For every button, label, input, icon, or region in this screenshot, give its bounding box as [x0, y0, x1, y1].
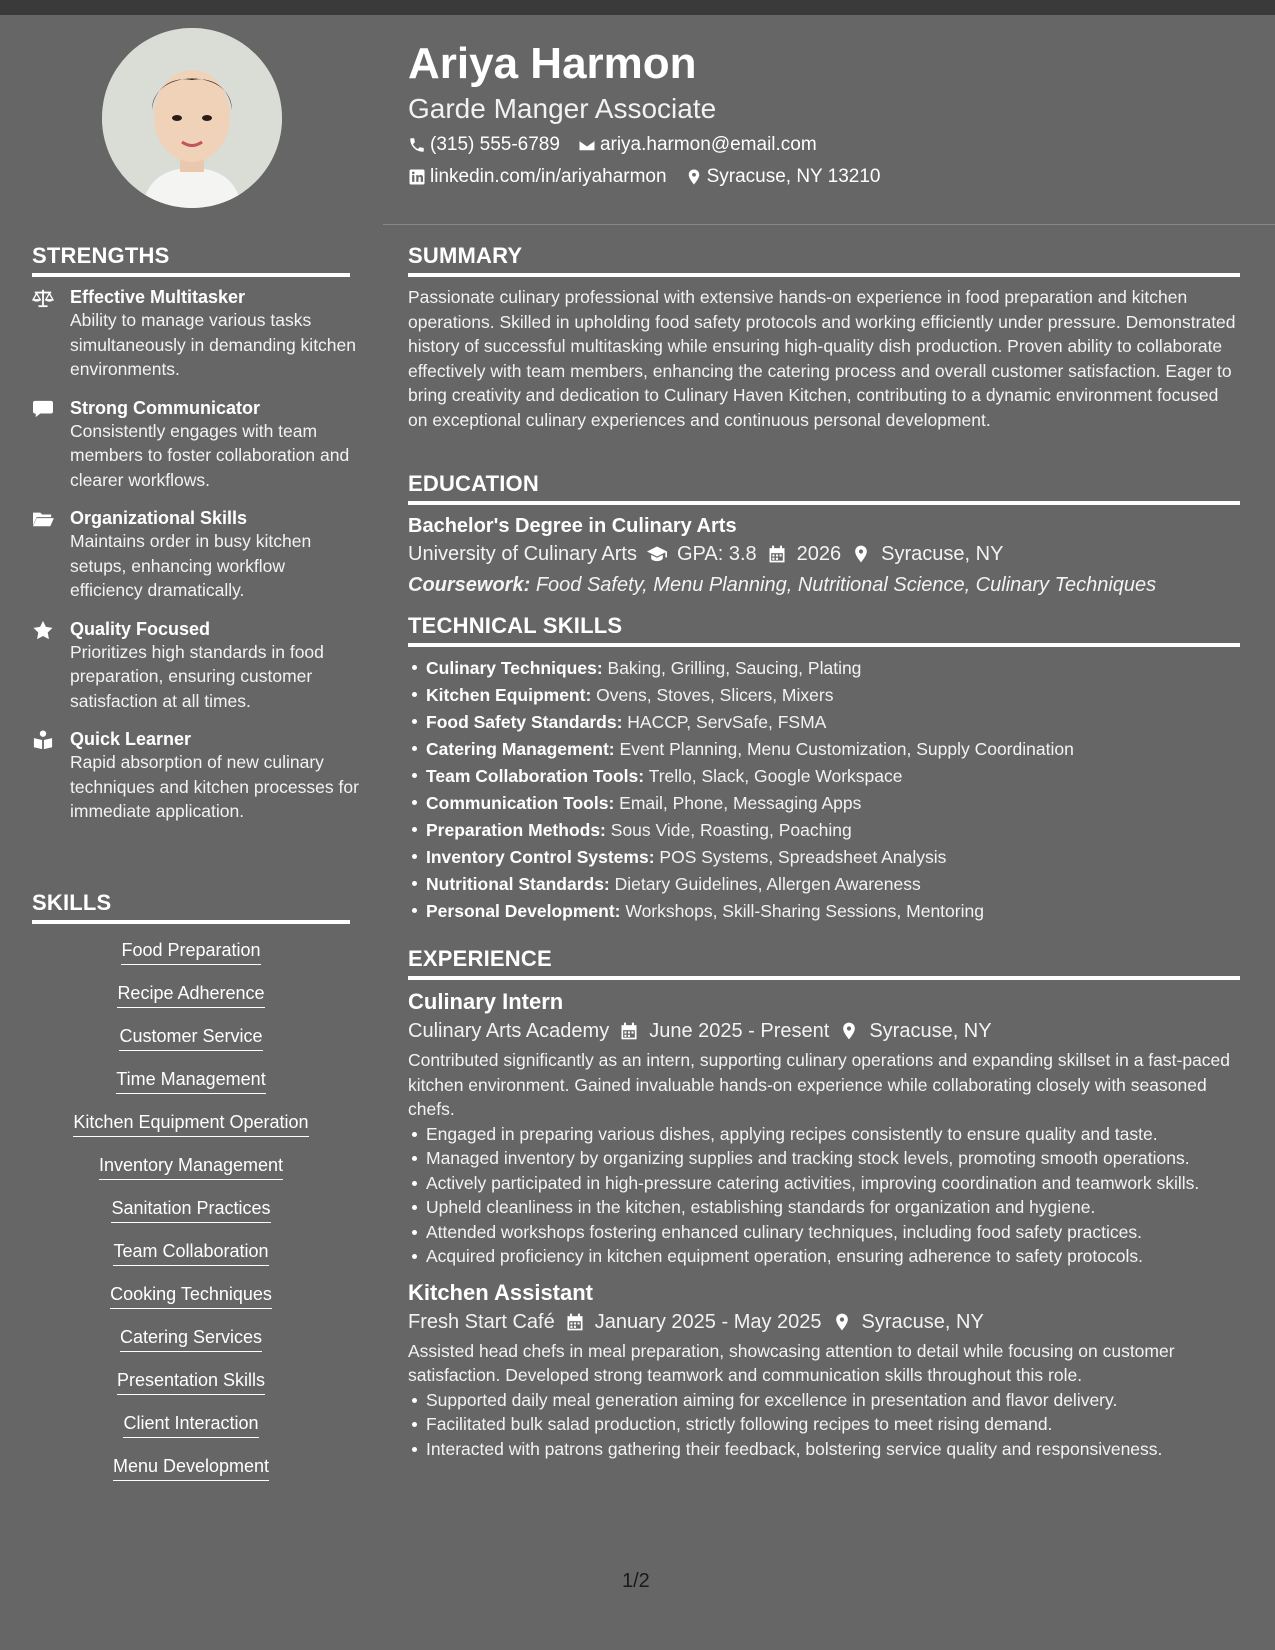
linkedin-icon	[408, 168, 426, 186]
technical-skills-section	[408, 613, 1240, 925]
skill-value: Email, Phone, Messaging Apps	[619, 793, 862, 813]
job-location: Syracuse, NY	[869, 1020, 992, 1042]
calendar-icon	[767, 544, 787, 564]
skill-value: Workshops, Skill-Sharing Sessions, Mentoring	[625, 901, 984, 921]
skill-tag: Menu Development	[113, 1454, 269, 1481]
summary-section	[408, 243, 1240, 432]
skill-tag: Catering Services	[120, 1325, 262, 1352]
list-item	[426, 817, 1240, 844]
job-dates: January 2025 - May 2025	[594, 1310, 822, 1333]
list-item	[426, 844, 1240, 871]
strength-title: Quick Learner	[70, 729, 192, 749]
book-reader-icon	[32, 730, 54, 750]
skill-label: Team Collaboration Tools:	[426, 766, 645, 786]
job-title: Kitchen Assistant	[408, 1279, 594, 1305]
candidate-title: Garde Manger Associate	[408, 93, 717, 124]
skill-label: Preparation Methods:	[426, 820, 606, 840]
skill-tag: Presentation Skills	[117, 1368, 265, 1395]
skill-label: Culinary Techniques:	[426, 658, 603, 678]
strength-item	[32, 728, 362, 824]
list-item	[426, 898, 1240, 925]
candidate-name: Ariya Harmon	[408, 39, 697, 88]
skill-label: Personal Development:	[426, 901, 621, 921]
strengths-heading: STRENGTHS	[32, 243, 350, 277]
skill-value: Trello, Slack, Google Workspace	[648, 766, 903, 786]
skill-label: Inventory Control Systems:	[426, 847, 655, 867]
folder-open-icon	[32, 509, 54, 529]
education-meta	[408, 539, 1240, 569]
list-item: Actively participated in high-pressure catering activities, improving coordination and teamwork skills.	[426, 1171, 1240, 1196]
job-entry	[408, 1279, 1240, 1462]
summary-heading: SUMMARY	[408, 243, 1240, 277]
strength-title: Effective Multitasker	[70, 287, 246, 307]
school-name: University of Culinary Arts	[408, 543, 637, 565]
skill-tag: Client Interaction	[123, 1411, 258, 1438]
skill-value: Ovens, Stoves, Slicers, Mixers	[596, 685, 834, 705]
job-title: Culinary Intern	[408, 989, 564, 1014]
education-heading: EDUCATION	[408, 471, 1240, 505]
location-text: Syracuse, NY 13210	[706, 166, 881, 187]
map-pin-icon	[839, 1021, 859, 1041]
technical-skills-heading: TECHNICAL SKILLS	[408, 613, 1240, 647]
skill-value: HACCP, ServSafe, FSMA	[627, 712, 827, 732]
speech-bubble-icon	[32, 399, 54, 419]
phone-icon	[408, 136, 426, 154]
calendar-icon	[619, 1021, 639, 1041]
email-contact[interactable]	[578, 134, 817, 156]
strength-item	[32, 507, 362, 603]
strength-title: Organizational Skills	[70, 508, 248, 528]
star-icon	[32, 620, 54, 640]
scale-icon	[32, 288, 54, 308]
skill-tag: Kitchen Equipment Operation	[73, 1110, 308, 1137]
strength-item	[32, 286, 362, 382]
email-text: ariya.harmon@email.com	[599, 134, 817, 155]
list-item	[426, 709, 1240, 736]
linkedin-text: linkedin.com/in/ariyaharmon	[430, 166, 667, 187]
map-pin-icon	[685, 168, 703, 186]
skills-heading: SKILLS	[32, 890, 350, 924]
coursework-label: Coursework:	[408, 574, 531, 596]
list-item	[426, 736, 1240, 763]
gpa-text: GPA: 3.8	[676, 543, 757, 565]
job-meta	[408, 1307, 1240, 1337]
experience-section	[408, 946, 1240, 1461]
skill-tag: Food Preparation	[121, 938, 260, 965]
skill-tag: Inventory Management	[99, 1153, 283, 1180]
contact-row-2	[408, 166, 881, 188]
profile-photo	[102, 28, 282, 208]
strength-desc: Ability to manage various tasks simultaneously in demanding kitchen environments.	[70, 310, 356, 379]
technical-skills-list	[408, 655, 1240, 925]
company-name: Culinary Arts Academy	[408, 1020, 610, 1042]
strength-desc: Rapid absorption of new culinary techniques and kitchen processes for immediate application.	[70, 752, 359, 821]
skills-list	[32, 938, 350, 1497]
skill-tag: Customer Service	[119, 1024, 262, 1051]
job-description: Contributed significantly as an intern, supporting culinary operations and expanding skillset in a fast-paced kitchen environment. Gained invaluable hands-on experience while collaborating closely with seasoned chefs.	[408, 1050, 1231, 1119]
experience-heading: EXPERIENCE	[408, 946, 1240, 980]
education-section	[408, 471, 1240, 601]
list-item: Interacted with patrons gathering their feedback, bolstering service quality and responsiveness.	[426, 1437, 1240, 1462]
skill-tag: Cooking Techniques	[110, 1282, 272, 1309]
strength-desc: Prioritizes high standards in food preparation, ensuring customer satisfaction at all times.	[70, 641, 324, 711]
contact-row-1	[408, 134, 817, 156]
coursework-line	[408, 569, 1240, 601]
strength-title: Quality Focused	[70, 618, 211, 639]
list-item	[426, 682, 1240, 709]
skill-value: POS Systems, Spreadsheet Analysis	[659, 847, 947, 867]
list-item: Acquired proficiency in kitchen equipment operation, ensuring adherence to safety protocols.	[426, 1244, 1240, 1269]
job-description: Assisted head chefs in meal preparation, showcasing attention to detail while focusing on customer satisfaction. Developed strong teamwork and communication skills throughout this role.	[408, 1340, 1175, 1385]
graduation-year: 2026	[796, 543, 842, 565]
phone-text: (315) 555-6789	[430, 134, 560, 155]
list-item: Engaged in preparing various dishes, applying recipes consistently to ensure quality and taste.	[426, 1122, 1240, 1147]
skill-tag: Sanitation Practices	[111, 1196, 270, 1223]
job-entry	[408, 988, 1240, 1269]
list-item	[426, 790, 1240, 817]
linkedin-contact[interactable]	[408, 166, 667, 188]
list-item: Managed inventory by organizing supplies and tracking stock levels, promoting smooth operations.	[426, 1146, 1240, 1171]
strength-item	[32, 397, 362, 493]
job-dates: June 2025 - Present	[649, 1020, 830, 1042]
list-item: Upheld cleanliness in the kitchen, establishing standards for organization and hygiene.	[426, 1195, 1240, 1220]
graduation-cap-icon	[647, 544, 667, 564]
strengths-list	[32, 286, 362, 839]
degree-name: Bachelor's Degree in Culinary Arts	[408, 515, 737, 537]
strength-desc: Maintains order in busy kitchen setups, enhancing workflow efficiency dramatically.	[70, 531, 312, 600]
strength-item	[32, 618, 362, 714]
location-contact	[685, 166, 881, 188]
map-pin-icon	[832, 1312, 852, 1332]
skill-label: Food Safety Standards:	[426, 712, 623, 732]
job-location: Syracuse, NY	[861, 1310, 984, 1333]
list-item: Facilitated bulk salad production, strictly following recipes to meet rising demand.	[426, 1412, 1240, 1437]
top-bar	[0, 0, 1275, 15]
skill-value: Event Planning, Menu Customization, Supply Coordination	[619, 739, 1074, 759]
list-item	[426, 763, 1240, 790]
envelope-icon	[578, 136, 596, 154]
skill-tag: Recipe Adherence	[117, 981, 264, 1008]
header-divider	[383, 224, 1275, 225]
skill-value: Sous Vide, Roasting, Poaching	[610, 820, 852, 840]
calendar-icon	[565, 1312, 585, 1332]
map-pin-icon	[851, 544, 871, 564]
job-meta	[408, 1016, 1240, 1046]
education-location: Syracuse, NY	[881, 543, 1004, 565]
company-name: Fresh Start Café	[408, 1310, 555, 1333]
job-bullets	[408, 1122, 1240, 1269]
skill-value: Dietary Guidelines, Allergen Awareness	[614, 874, 921, 894]
skill-label: Communication Tools:	[426, 793, 615, 813]
list-item	[426, 655, 1240, 682]
skill-label: Catering Management:	[426, 739, 615, 759]
skill-label: Kitchen Equipment:	[426, 685, 592, 705]
skill-value: Baking, Grilling, Saucing, Plating	[607, 658, 862, 678]
list-item: Attended workshops fostering enhanced culinary techniques, including food safety practices.	[426, 1220, 1240, 1245]
strength-title: Strong Communicator	[70, 397, 261, 418]
coursework-text: Food Safety, Menu Planning, Nutritional Science, Culinary Techniques	[535, 574, 1157, 596]
skill-tag: Team Collaboration	[113, 1239, 268, 1266]
summary-text: Passionate culinary professional with extensive hands-on experience in food preparation and kitchen operations. Skilled in upholding food safety protocols and working efficiently under pressure. Demonstrated history of successful multitasking while ensuring high-quality dish production. Proven ability to collaborate effectively with team members, enhancing the catering process and overall customer satisfaction. Eager to bring creativity and dedication to Culinary Haven Kitchen, contributing to a dynamic environment focused on exceptional culinary experiences and continuous personal development.	[408, 287, 1236, 430]
skill-label: Nutritional Standards:	[426, 874, 610, 894]
job-bullets	[408, 1388, 1240, 1462]
list-item	[426, 871, 1240, 898]
list-item: Supported daily meal generation aiming for excellence in presentation and flavor delivery.	[426, 1388, 1240, 1413]
skill-tag: Time Management	[116, 1067, 265, 1094]
page-indicator: 1/2	[622, 1570, 650, 1592]
strength-desc: Consistently engages with team members to foster collaboration and clearer workflows.	[70, 420, 350, 490]
phone-contact[interactable]	[408, 134, 560, 156]
